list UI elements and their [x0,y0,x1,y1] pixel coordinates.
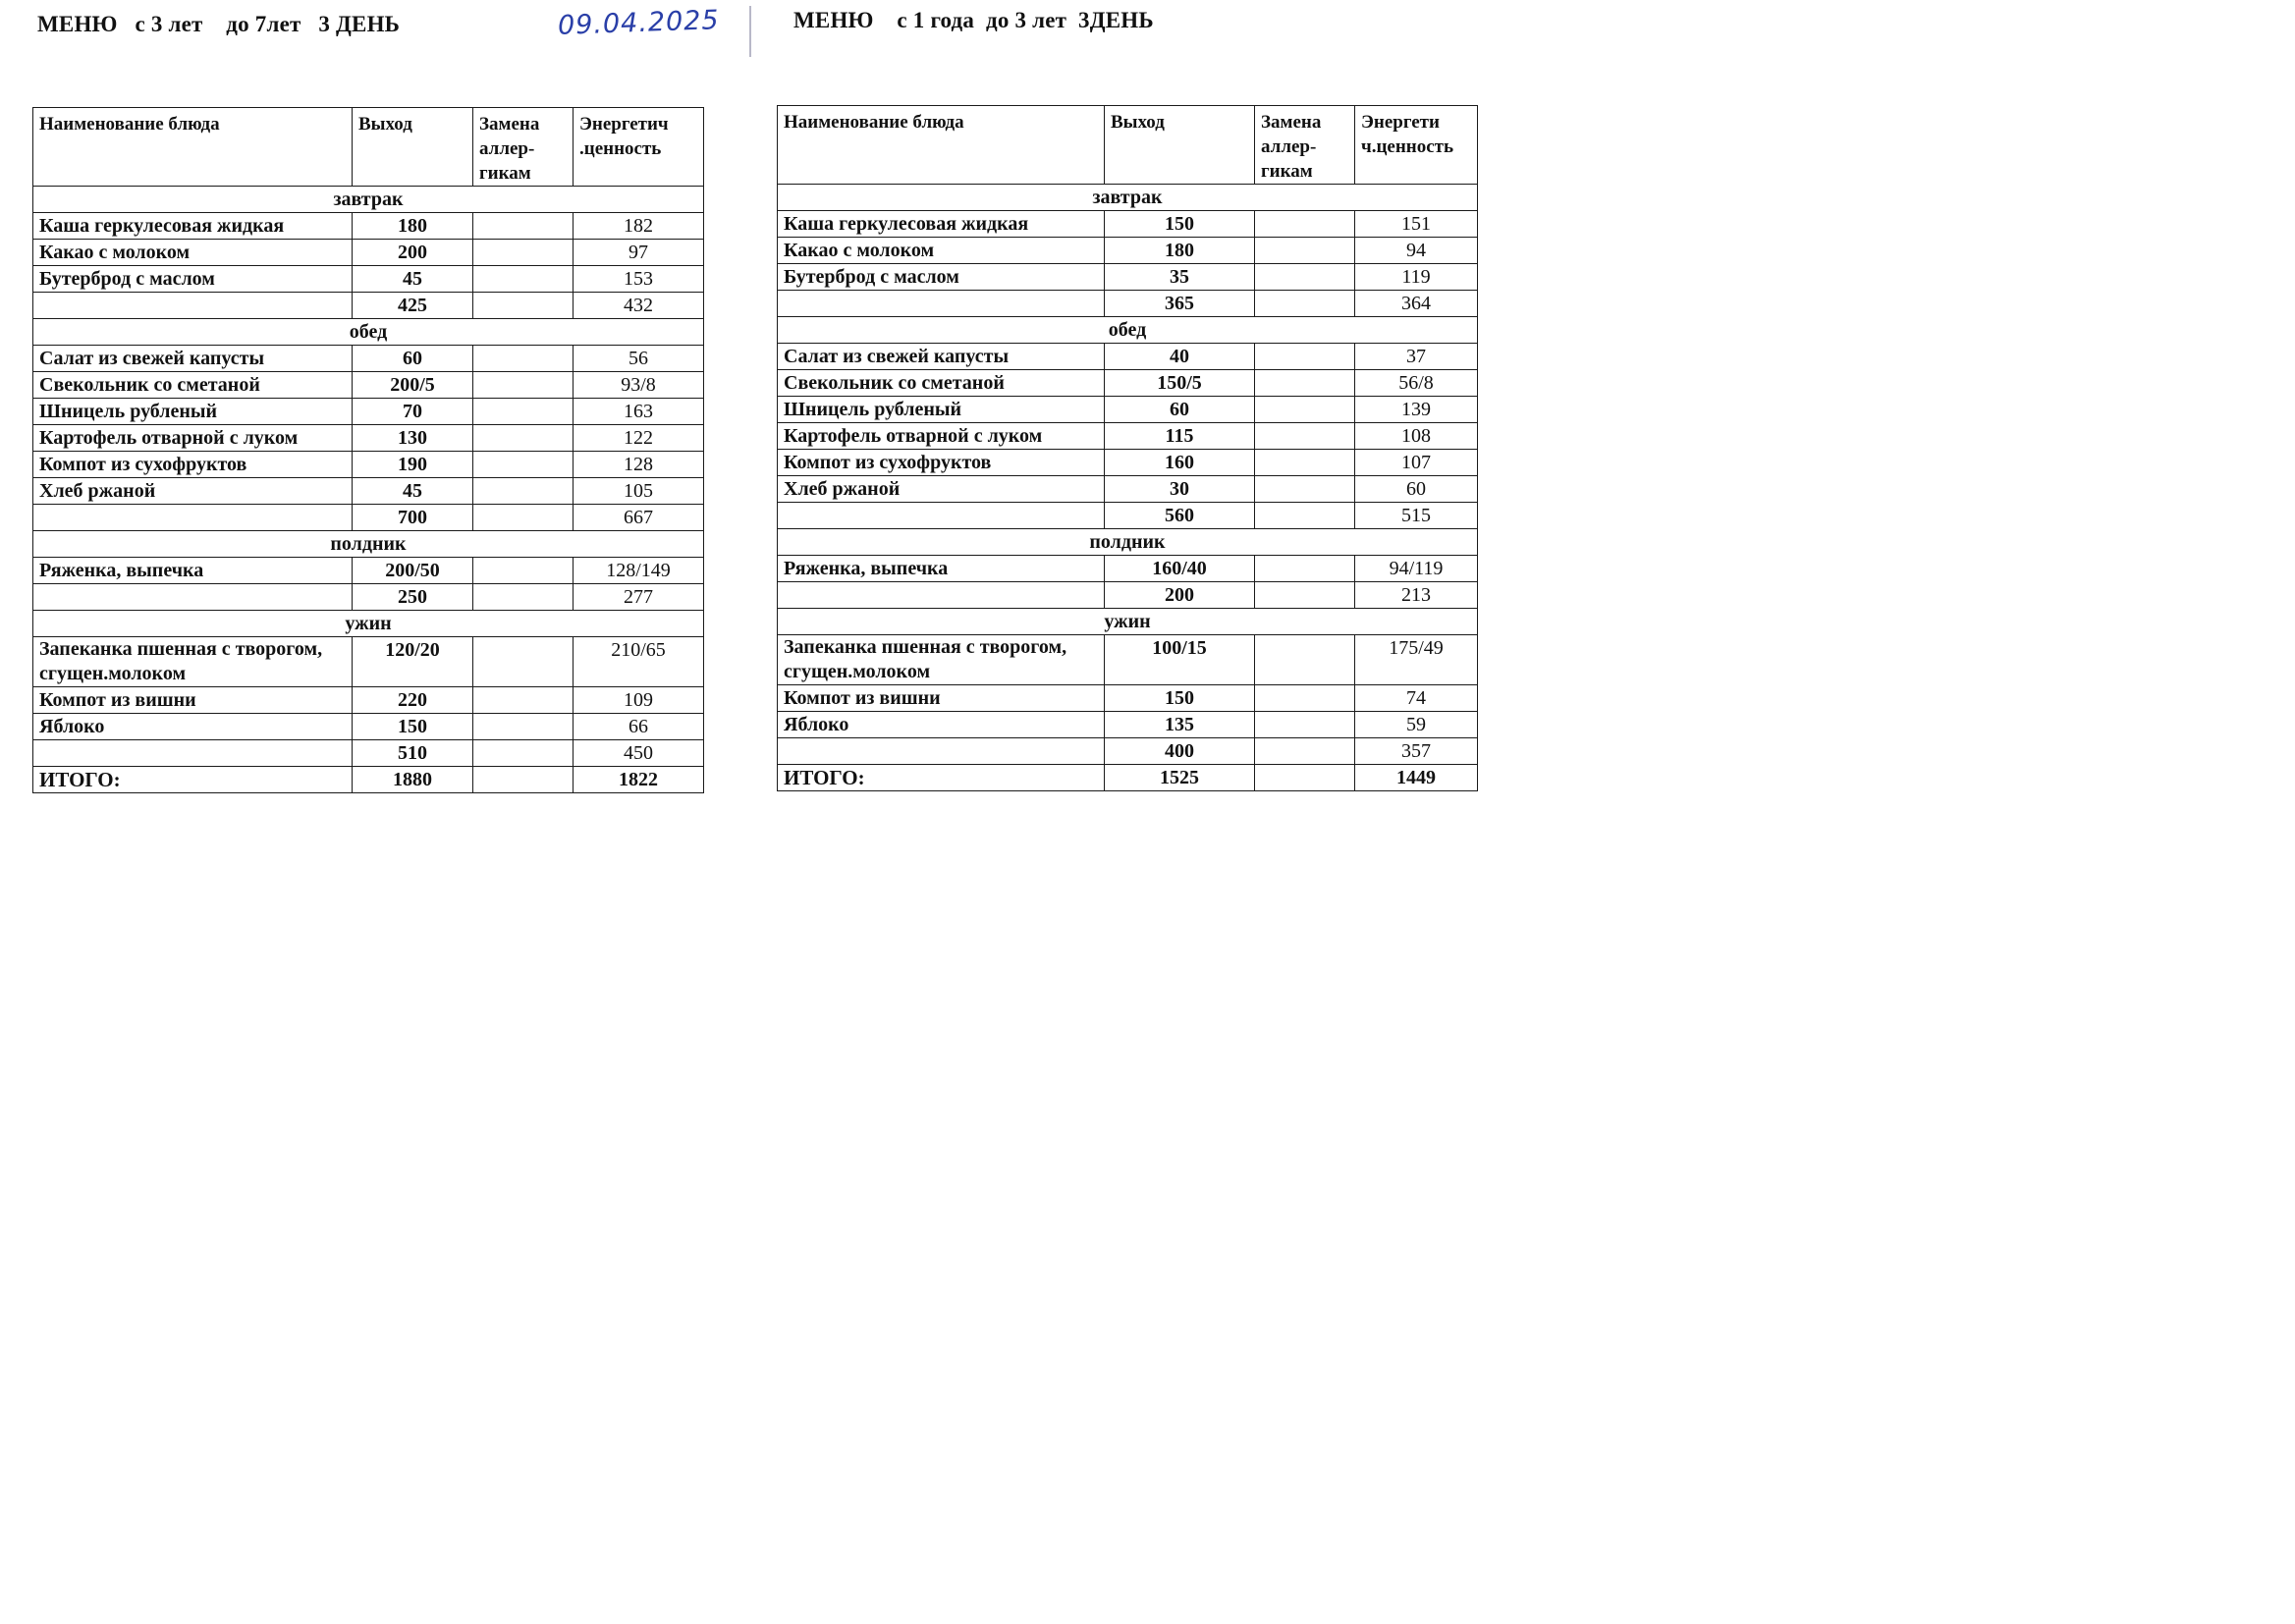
dish-replace [1255,476,1355,503]
meal-header: полдник [33,531,704,558]
dish-replace [1255,450,1355,476]
table-row [33,714,704,740]
table-row [33,425,704,452]
meal-header: полдник [778,529,1478,556]
meal-header: завтрак [778,185,1478,211]
dish-name: Картофель отварной с луком [33,425,353,452]
subtotal-energy: 450 [574,740,704,767]
meal-header: обед [33,319,704,346]
subtotal-output: 700 [353,505,473,531]
dish-name: Бутерброд с маслом [33,266,353,293]
table-row [33,399,704,425]
dish-replace [473,399,574,425]
dish-output: 150 [1105,211,1255,238]
col-header-name: Наименование блюда [33,108,353,187]
meal-header: обед [778,317,1478,344]
dish-name: Хлеб ржаной [778,476,1105,503]
subtotal-output: 425 [353,293,473,319]
dish-energy: 60 [1355,476,1478,503]
dish-name: Шницель рубленый [778,397,1105,423]
handwritten-date: 09.04.2025 [557,5,721,41]
dish-name: Салат из свежей капусты [778,344,1105,370]
dish-energy: 119 [1355,264,1478,291]
subtotal-energy: 432 [574,293,704,319]
dish-energy: 210/65 [574,637,704,687]
subtotal-row [778,503,1478,529]
menu-table-1-3 [777,105,1478,791]
dish-energy: 94 [1355,238,1478,264]
table-row [778,264,1478,291]
total-label: ИТОГО: [33,767,353,793]
table-row [33,266,704,293]
dish-output: 150 [1105,685,1255,712]
dish-name: Яблоко [778,712,1105,738]
dish-name: Компот из сухофруктов [33,452,353,478]
table-row [778,211,1478,238]
dish-replace [473,687,574,714]
col-header-energy: Энергети ч.ценность [1355,106,1478,185]
dish-output: 200 [353,240,473,266]
dish-name: Запеканка пшенная с творогом, сгущен.молоком [778,635,1105,685]
dish-energy: 175/49 [1355,635,1478,685]
dish-name: Яблоко [33,714,353,740]
col-header-output: Выход [353,108,473,187]
meal-header: ужин [33,611,704,637]
table-row [778,238,1478,264]
dish-energy: 56 [574,346,704,372]
dish-replace [1255,635,1355,685]
table-row [778,450,1478,476]
dish-name: Ряженка, выпечка [33,558,353,584]
subtotal-output: 200 [1105,582,1255,609]
dish-output: 30 [1105,476,1255,503]
dish-energy: 37 [1355,344,1478,370]
subtotal-row [33,505,704,531]
subtotal-output: 400 [1105,738,1255,765]
total-energy: 1822 [574,767,704,793]
header-row [33,108,704,187]
dish-energy: 163 [574,399,704,425]
dish-output: 160 [1105,450,1255,476]
dish-name: Компот из вишни [778,685,1105,712]
subtotal-energy: 277 [574,584,704,611]
dish-replace [1255,712,1355,738]
subtotal-row [778,582,1478,609]
dish-energy: 93/8 [574,372,704,399]
table-row [33,687,704,714]
dish-output: 45 [353,266,473,293]
dish-replace [473,240,574,266]
table-row [778,556,1478,582]
total-energy: 1449 [1355,765,1478,791]
dish-replace [473,213,574,240]
table-row [778,635,1478,685]
dish-output: 70 [353,399,473,425]
subtotal-energy: 364 [1355,291,1478,317]
table-row [33,346,704,372]
dish-energy: 153 [574,266,704,293]
table-row [778,344,1478,370]
dish-name: Шницель рубленый [33,399,353,425]
dish-energy: 56/8 [1355,370,1478,397]
dish-replace [473,714,574,740]
header-row [778,106,1478,185]
scan-mark [749,6,751,57]
dish-name: Каша геркулесовая жидкая [33,213,353,240]
dish-output: 135 [1105,712,1255,738]
dish-output: 100/15 [1105,635,1255,685]
table-row [33,452,704,478]
col-header-name: Наименование блюда [778,106,1105,185]
dish-output: 45 [353,478,473,505]
table-row [33,558,704,584]
dish-output: 120/20 [353,637,473,687]
subtotal-row [778,738,1478,765]
table-row [778,370,1478,397]
dish-energy: 109 [574,687,704,714]
table-row [33,213,704,240]
dish-name: Ряженка, выпечка [778,556,1105,582]
table-row [778,712,1478,738]
dish-output: 190 [353,452,473,478]
dish-output: 130 [353,425,473,452]
dish-replace [473,452,574,478]
dish-name: Компот из вишни [33,687,353,714]
dish-output: 180 [353,213,473,240]
dish-output: 35 [1105,264,1255,291]
dish-output: 150 [353,714,473,740]
dish-replace [473,372,574,399]
subtotal-output: 250 [353,584,473,611]
dish-replace [1255,370,1355,397]
table-row [778,685,1478,712]
dish-output: 180 [1105,238,1255,264]
col-header-energy: Энергетич .ценность [574,108,704,187]
dish-energy: 182 [574,213,704,240]
meal-header: ужин [778,609,1478,635]
dish-output: 150/5 [1105,370,1255,397]
dish-replace [473,346,574,372]
table-row [33,372,704,399]
dish-name: Запеканка пшенная с творогом, сгущен.молоком [33,637,353,687]
menu-title-1-3: МЕНЮ с 1 года до 3 лет 3ДЕНЬ [793,8,1154,32]
dish-energy: 94/119 [1355,556,1478,582]
dish-name: Свекольник со сметаной [778,370,1105,397]
dish-name: Какао с молоком [33,240,353,266]
table-row [33,478,704,505]
dish-replace [473,558,574,584]
dish-output: 200/50 [353,558,473,584]
dish-name: Бутерброд с маслом [778,264,1105,291]
dish-replace [1255,238,1355,264]
dish-energy: 66 [574,714,704,740]
dish-replace [1255,685,1355,712]
dish-replace [473,637,574,687]
dish-replace [473,478,574,505]
dish-energy: 105 [574,478,704,505]
dish-name: Каша геркулесовая жидкая [778,211,1105,238]
dish-name: Какао с молоком [778,238,1105,264]
dish-replace [1255,556,1355,582]
dish-output: 160/40 [1105,556,1255,582]
table-row [778,423,1478,450]
table-row [33,637,704,687]
menu-title-3-7: МЕНЮ с 3 лет до 7лет 3 ДЕНЬ [37,12,401,36]
dish-replace [1255,344,1355,370]
total-output: 1880 [353,767,473,793]
subtotal-energy: 357 [1355,738,1478,765]
dish-energy: 128 [574,452,704,478]
dish-replace [1255,264,1355,291]
dish-energy: 151 [1355,211,1478,238]
dish-name: Картофель отварной с луком [778,423,1105,450]
dish-energy: 74 [1355,685,1478,712]
dish-replace [1255,423,1355,450]
dish-replace [1255,397,1355,423]
dish-output: 115 [1105,423,1255,450]
dish-output: 60 [353,346,473,372]
subtotal-energy: 515 [1355,503,1478,529]
dish-output: 220 [353,687,473,714]
dish-replace [473,425,574,452]
subtotal-row [33,293,704,319]
dish-energy: 97 [574,240,704,266]
dish-energy: 107 [1355,450,1478,476]
total-output: 1525 [1105,765,1255,791]
subtotal-energy: 667 [574,505,704,531]
subtotal-output: 560 [1105,503,1255,529]
dish-output: 40 [1105,344,1255,370]
meal-header: завтрак [33,187,704,213]
dish-energy: 128/149 [574,558,704,584]
subtotal-row [33,740,704,767]
subtotal-row [778,291,1478,317]
subtotal-output: 510 [353,740,473,767]
dish-energy: 139 [1355,397,1478,423]
dish-output: 200/5 [353,372,473,399]
dish-name: Салат из свежей капусты [33,346,353,372]
dish-name: Компот из сухофруктов [778,450,1105,476]
table-row [33,240,704,266]
table-row [778,476,1478,503]
total-label: ИТОГО: [778,765,1105,791]
col-header-replace: Замена аллер-гикам [473,108,574,187]
dish-output: 60 [1105,397,1255,423]
subtotal-output: 365 [1105,291,1255,317]
dish-replace [1255,211,1355,238]
total-row [33,767,704,793]
menu-table-3-7 [32,107,704,793]
col-header-replace: Замена аллер-гикам [1255,106,1355,185]
dish-energy: 59 [1355,712,1478,738]
total-row [778,765,1478,791]
table-row [778,397,1478,423]
dish-name: Хлеб ржаной [33,478,353,505]
dish-energy: 108 [1355,423,1478,450]
col-header-output: Выход [1105,106,1255,185]
subtotal-row [33,584,704,611]
dish-name: Свекольник со сметаной [33,372,353,399]
dish-energy: 122 [574,425,704,452]
dish-replace [473,266,574,293]
subtotal-energy: 213 [1355,582,1478,609]
